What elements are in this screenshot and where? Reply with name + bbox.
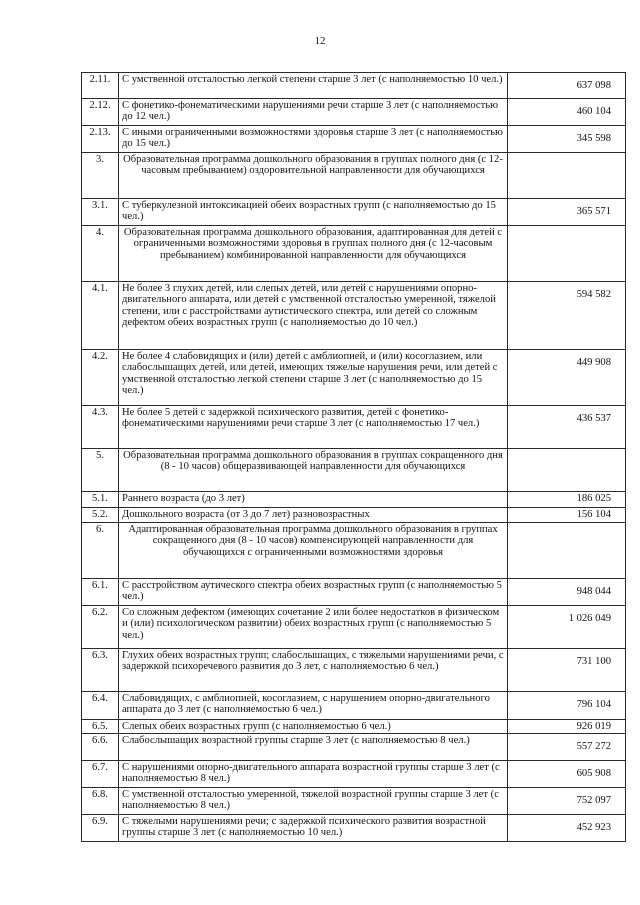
table-row: [82, 99, 626, 126]
row-value: 796 104: [508, 692, 626, 720]
row-number: 4.1.: [82, 282, 119, 350]
row-value: [508, 153, 626, 199]
table-row: [82, 406, 626, 449]
table-row: [82, 692, 626, 720]
table-row: [82, 788, 626, 815]
row-description: Не более 3 глухих детей, или слепых детей, или детей с нарушениями опорно-двигательного аппарата, или детей с умственной отсталостью умеренной, тяжелой степени, или с расстройствами аутистического спектра, или детей со сложным дефектом обеих возрастных групп (с наполняемостью до 10 чел.): [119, 282, 508, 350]
row-value: 452 923: [508, 815, 626, 842]
row-number: 6.: [82, 523, 119, 579]
row-description: Не более 5 детей с задержкой психического развития, детей с фонетико-фонематическими нарушениями речи старше 3 лет (с наполняемостью 17 чел.): [119, 406, 508, 449]
row-number: 6.4.: [82, 692, 119, 720]
table-row: [82, 649, 626, 692]
row-number: 6.6.: [82, 734, 119, 761]
section-title: Образовательная программа дошкольного образования в группах сокращенного дня (8 - 10 часов) общеразвивающей направленности для обучающихся: [119, 449, 508, 492]
table-body: [82, 73, 626, 842]
row-description: Слабовидящих, с амблиопией, косоглазием, с нарушением опорно-двигательного аппарата до 3 лет (с наполняемостью 6 чел.): [119, 692, 508, 720]
table-row: [82, 153, 626, 199]
row-description: С умственной отсталостью умеренной, тяжелой возрастной группы старше 3 лет (с наполняемостью 8 чел.): [119, 788, 508, 815]
row-value: [508, 523, 626, 579]
table-row: [82, 126, 626, 153]
tariff-table: [81, 72, 626, 842]
table-row: [82, 579, 626, 606]
section-title: Образовательная программа дошкольного образования в группах полного дня (с 12-часовым пребыванием) оздоровительной направленности для обучающихся: [119, 153, 508, 199]
row-value: 731 100: [508, 649, 626, 692]
row-value: 605 908: [508, 761, 626, 788]
row-description: Слабослышащих возрастной группы старше 3 лет (с наполняемостью 8 чел.): [119, 734, 508, 761]
row-value: 637 098: [508, 73, 626, 99]
row-description: Дошкольного возраста (от 3 до 7 лет) разновозрастных: [119, 508, 508, 523]
row-value: 926 019: [508, 720, 626, 734]
table-row: [82, 492, 626, 508]
row-description: С умственной отсталостью легкой степени старше 3 лет (с наполняемостью 10 чел.): [119, 73, 508, 99]
table-row: [82, 73, 626, 99]
row-value: 1 026 049: [508, 606, 626, 649]
row-description: Со сложным дефектом (имеющих сочетание 2 или более недостатков в физическом и (или) психологическом развитии) обеих возрастных групп (с наполняемостью 5 чел.): [119, 606, 508, 649]
row-value: 436 537: [508, 406, 626, 449]
table-row: [82, 508, 626, 523]
table-row: [82, 815, 626, 842]
row-value: 948 044: [508, 579, 626, 606]
row-description: Глухих обеих возрастных групп; слабослышащих, с тяжелыми нарушениями речи, с задержкой психоречевого развития до 3 лет, с наполняемостью 6 чел.): [119, 649, 508, 692]
table-row: [82, 449, 626, 492]
row-number: 6.8.: [82, 788, 119, 815]
row-number: 6.9.: [82, 815, 119, 842]
row-number: 3.1.: [82, 199, 119, 226]
row-description: С фонетико-фонематическими нарушениями речи старше 3 лет (с наполняемостью до 12 чел.): [119, 99, 508, 126]
table-row: [82, 761, 626, 788]
row-description: Слепых обеих возрастных групп (с наполняемостью 6 чел.): [119, 720, 508, 734]
row-number: 6.1.: [82, 579, 119, 606]
row-description: С нарушениями опорно-двигательного аппарата возрастной группы старше 3 лет (с наполняемостью 8 чел.): [119, 761, 508, 788]
row-number: 2.13.: [82, 126, 119, 153]
row-value: 365 571: [508, 199, 626, 226]
row-number: 6.3.: [82, 649, 119, 692]
row-number: 4.: [82, 226, 119, 282]
row-number: 6.5.: [82, 720, 119, 734]
table-row: [82, 523, 626, 579]
table-row: [82, 720, 626, 734]
row-value: 345 598: [508, 126, 626, 153]
row-value: 449 908: [508, 350, 626, 406]
table-row: [82, 199, 626, 226]
row-number: 6.7.: [82, 761, 119, 788]
page-number: 12: [314, 35, 326, 47]
row-description: С тяжелыми нарушениями речи; с задержкой психического развития возрастной группы старше 3 лет (с наполняемостью 10 чел.): [119, 815, 508, 842]
row-description: С иными ограниченными возможностями здоровья старше 3 лет (с наполняемостью до 15 чел.): [119, 126, 508, 153]
row-value: [508, 226, 626, 282]
table-row: [82, 606, 626, 649]
row-description: С туберкулезной интоксикацией обеих возрастных групп (с наполняемостью до 15 чел.): [119, 199, 508, 226]
row-number: 6.2.: [82, 606, 119, 649]
row-description: Раннего возраста (до 3 лет): [119, 492, 508, 508]
row-value: 752 097: [508, 788, 626, 815]
row-number: 4.3.: [82, 406, 119, 449]
table-row: [82, 734, 626, 761]
row-number: 5.1.: [82, 492, 119, 508]
row-number: 5.2.: [82, 508, 119, 523]
row-value: 460 104: [508, 99, 626, 126]
row-value: 594 582: [508, 282, 626, 350]
row-value: 156 104: [508, 508, 626, 523]
row-value: 557 272: [508, 734, 626, 761]
table-row: [82, 226, 626, 282]
row-value: [508, 449, 626, 492]
table-row: [82, 282, 626, 350]
row-number: 4.2.: [82, 350, 119, 406]
section-title: Образовательная программа дошкольного образования, адаптированная для детей с ограниченными возможностями здоровья в группах полного дня (с 12-часовым пребыванием) комбинированной направленности для обучающихся: [119, 226, 508, 282]
row-number: 2.11.: [82, 73, 119, 99]
section-title: Адаптированная образовательная программа дошкольного образования в группах сокращенного дня (8 - 10 часов) компенсирующей направленности для обучающихся с ограниченными возможностями здоровья: [119, 523, 508, 579]
table-row: [82, 350, 626, 406]
row-description: С расстройством аутического спектра обеих возрастных групп (с наполняемостью 5 чел.): [119, 579, 508, 606]
row-number: 3.: [82, 153, 119, 199]
row-description: Не более 4 слабовидящих и (или) детей с амблиопией, и (или) косоглазием, или слабослышащих детей, или детей, имеющих тяжелые нарушения речи, или детей с умственной отсталостью легкой степени старше 3 лет (с наполняемостью до 15 чел.): [119, 350, 508, 406]
row-number: 2.12.: [82, 99, 119, 126]
row-value: 186 025: [508, 492, 626, 508]
row-number: 5.: [82, 449, 119, 492]
